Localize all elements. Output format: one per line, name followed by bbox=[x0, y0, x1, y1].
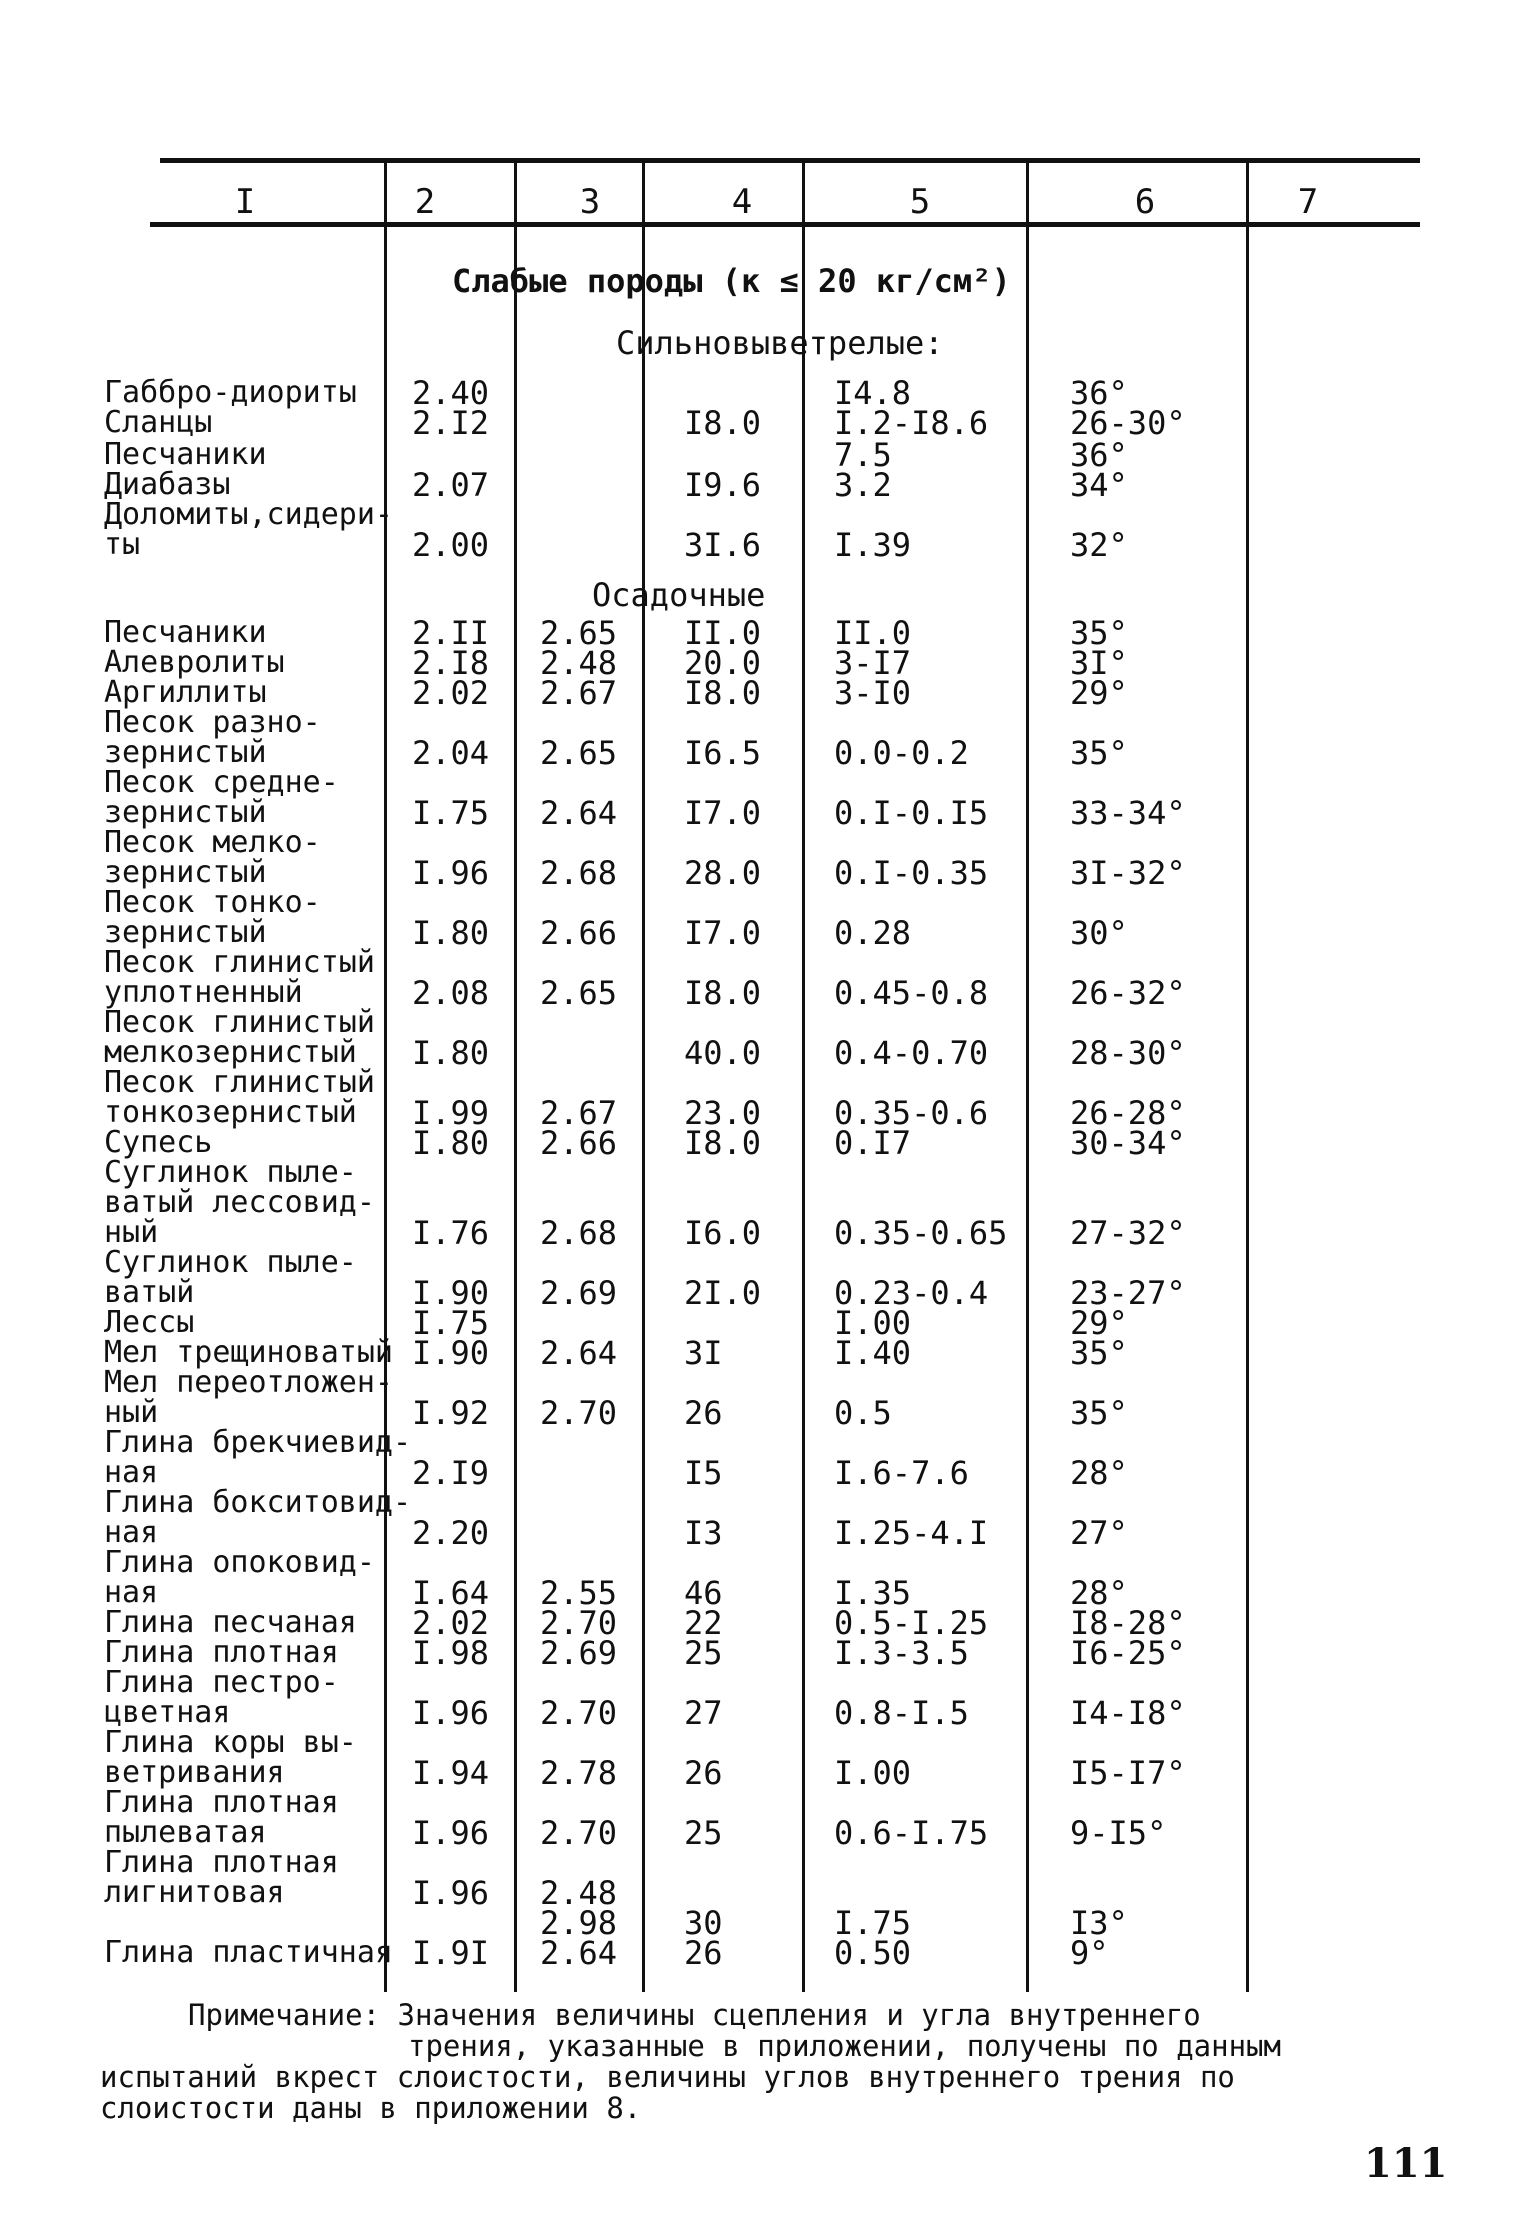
row-label: Глина бокситовид- bbox=[104, 1485, 412, 1520]
section-sedimentary: Осадочные bbox=[592, 576, 766, 614]
row-label: мелкозернистый bbox=[104, 1035, 357, 1070]
cell-c6: 26-30° bbox=[1070, 404, 1186, 442]
cell-c5: II.0 bbox=[834, 614, 912, 652]
row-label: Глина плотная bbox=[104, 1635, 339, 1670]
cell-c2: 2.07 bbox=[412, 466, 490, 504]
note-line-3: испытаний вкрест слоистости, величины углов внутреннего трения по bbox=[100, 2060, 1235, 2094]
cell-c6: 28-30° bbox=[1070, 1034, 1186, 1072]
row-label: ты bbox=[104, 527, 141, 562]
cell-c5: 3-I7 bbox=[834, 644, 912, 682]
row-label: Глина пестро- bbox=[104, 1665, 339, 1700]
cell-c6: 35° bbox=[1070, 1334, 1128, 1372]
cell-c6: 23-27° bbox=[1070, 1274, 1186, 1312]
cell-c4: 28.0 bbox=[684, 854, 762, 892]
cell-c5: 0.5-I.25 bbox=[834, 1604, 989, 1642]
section-weathered: Сильновыветрелые: bbox=[616, 324, 944, 362]
cell-c3: 2.70 bbox=[540, 1394, 618, 1432]
row-label: цветная bbox=[104, 1695, 231, 1730]
row-label: Супесь bbox=[104, 1125, 213, 1160]
column-divider-4 bbox=[802, 160, 805, 1992]
cell-c6: 30° bbox=[1070, 914, 1128, 952]
row-label: Песчаники bbox=[104, 437, 267, 472]
cell-c4: I6.5 bbox=[684, 734, 762, 772]
cell-c3: 2.64 bbox=[540, 794, 618, 832]
cell-c4: 25 bbox=[684, 1814, 723, 1852]
cell-c2: 2.40 bbox=[412, 374, 490, 412]
cell-c3: 2.68 bbox=[540, 854, 618, 892]
cell-c4: I3 bbox=[684, 1514, 723, 1552]
cell-c6: 3I° bbox=[1070, 644, 1128, 682]
cell-c3: 2.66 bbox=[540, 1124, 618, 1162]
row-label: Мел переотложен- bbox=[104, 1365, 393, 1400]
header-col-6: 6 bbox=[1134, 182, 1156, 222]
row-label: Глина плотная bbox=[104, 1845, 339, 1880]
cell-c6: 26-32° bbox=[1070, 974, 1186, 1012]
cell-c5: I.6-7.6 bbox=[834, 1454, 969, 1492]
cell-c3: 2.68 bbox=[540, 1214, 618, 1252]
row-label: лигнитовая bbox=[104, 1875, 285, 1910]
cell-c6: I4-I8° bbox=[1070, 1694, 1186, 1732]
cell-c5: I.00 bbox=[834, 1754, 912, 1792]
cell-c3: 2.69 bbox=[540, 1634, 618, 1672]
cell-c5: 0.6-I.75 bbox=[834, 1814, 989, 1852]
cell-c5: 3.2 bbox=[834, 466, 892, 504]
section-weak-rocks: Слабые породы (к ≤ 20 кг/см²) bbox=[452, 262, 1011, 300]
row-label: зернистый bbox=[104, 795, 267, 830]
cell-c2: I.99 bbox=[412, 1094, 490, 1132]
cell-c4: 22 bbox=[684, 1604, 723, 1642]
table-header-rule bbox=[150, 222, 1420, 227]
cell-c4: 20.0 bbox=[684, 644, 762, 682]
cell-c5: 0.50 bbox=[834, 1934, 912, 1972]
cell-c5: I.00 bbox=[834, 1304, 912, 1342]
row-label: Песок средне- bbox=[104, 765, 339, 800]
cell-c5: 0.8-I.5 bbox=[834, 1694, 969, 1732]
cell-c3: 2.67 bbox=[540, 1094, 618, 1132]
cell-c6: I8-28° bbox=[1070, 1604, 1186, 1642]
row-label: ная bbox=[104, 1455, 159, 1490]
cell-c3: 2.78 bbox=[540, 1754, 618, 1792]
cell-c6: 35° bbox=[1070, 734, 1128, 772]
cell-c4: 2I.0 bbox=[684, 1274, 762, 1312]
cell-c4: 46 bbox=[684, 1574, 723, 1612]
cell-c4: 26 bbox=[684, 1394, 723, 1432]
cell-c2: I.96 bbox=[412, 1874, 490, 1912]
header-col-7: 7 bbox=[1297, 182, 1319, 222]
table-top-rule bbox=[160, 158, 1420, 163]
row-label: Аргиллиты bbox=[104, 675, 267, 710]
cell-c2: I.96 bbox=[412, 1694, 490, 1732]
header-col-1: I bbox=[234, 182, 256, 222]
cell-c6: 33-34° bbox=[1070, 794, 1186, 832]
row-label: зернистый bbox=[104, 915, 267, 950]
note-line-1: Примечание: Значения величины сцепления и угла внутреннего bbox=[188, 1998, 1201, 2032]
cell-c2: 2.04 bbox=[412, 734, 490, 772]
cell-c2: I.75 bbox=[412, 1304, 490, 1342]
cell-c2: 2.02 bbox=[412, 674, 490, 712]
row-label: Песок тонко- bbox=[104, 885, 321, 920]
cell-c2: I.80 bbox=[412, 1124, 490, 1162]
cell-c2: I.90 bbox=[412, 1334, 490, 1372]
cell-c6: 28° bbox=[1070, 1574, 1128, 1612]
cell-c5: 7.5 bbox=[834, 436, 892, 474]
cell-c4: 26 bbox=[684, 1934, 723, 1972]
cell-c6: 35° bbox=[1070, 614, 1128, 652]
cell-c6: 3I-32° bbox=[1070, 854, 1186, 892]
cell-c3: 2.69 bbox=[540, 1274, 618, 1312]
row-label: ватый bbox=[104, 1275, 195, 1310]
header-col-4: 4 bbox=[731, 182, 753, 222]
row-label: Песок глинистый bbox=[104, 945, 375, 980]
cell-c6: 30-34° bbox=[1070, 1124, 1186, 1162]
cell-c2: I.9I bbox=[412, 1934, 490, 1972]
cell-c5: 0.45-0.8 bbox=[834, 974, 989, 1012]
cell-c4: I5 bbox=[684, 1454, 723, 1492]
cell-c2: 2.II bbox=[412, 614, 490, 652]
cell-c5: I.40 bbox=[834, 1334, 912, 1372]
row-label: ный bbox=[104, 1215, 159, 1250]
row-label: Мел трещиноватый bbox=[104, 1335, 393, 1370]
cell-c5: 0.I-0.I5 bbox=[834, 794, 989, 832]
cell-c3: 2.48 bbox=[540, 644, 618, 682]
row-label: зернистый bbox=[104, 735, 267, 770]
cell-c2: I.98 bbox=[412, 1634, 490, 1672]
cell-c4: I7.0 bbox=[684, 794, 762, 832]
cell-c4: I8.0 bbox=[684, 674, 762, 712]
cell-c2: 2.00 bbox=[412, 526, 490, 564]
cell-c2: 2.I9 bbox=[412, 1454, 490, 1492]
cell-c2: 2.08 bbox=[412, 974, 490, 1012]
column-divider-2 bbox=[514, 160, 517, 1992]
cell-c4: I8.0 bbox=[684, 404, 762, 442]
row-label: ный bbox=[104, 1395, 159, 1430]
cell-c2: 2.20 bbox=[412, 1514, 490, 1552]
row-label: ная bbox=[104, 1575, 159, 1610]
cell-c6: 36° bbox=[1070, 374, 1128, 412]
cell-c5: I.25-4.I bbox=[834, 1514, 989, 1552]
cell-c4: II.0 bbox=[684, 614, 762, 652]
row-label: зернистый bbox=[104, 855, 267, 890]
column-divider-6 bbox=[1246, 160, 1249, 1992]
row-label: Песок глинистый bbox=[104, 1005, 375, 1040]
cell-c3: 2.65 bbox=[540, 734, 618, 772]
row-label: Песок глинистый bbox=[104, 1065, 375, 1100]
cell-c6: 29° bbox=[1070, 674, 1128, 712]
row-label: Суглинок пыле- bbox=[104, 1245, 357, 1280]
row-label: пылеватая bbox=[104, 1815, 267, 1850]
cell-c2: I.96 bbox=[412, 1814, 490, 1852]
cell-c4: I8.0 bbox=[684, 974, 762, 1012]
cell-c2: I.80 bbox=[412, 1034, 490, 1072]
cell-c5: I4.8 bbox=[834, 374, 912, 412]
cell-c6: 36° bbox=[1070, 436, 1128, 474]
row-label: Песок разно- bbox=[104, 705, 321, 740]
cell-c4: I7.0 bbox=[684, 914, 762, 952]
row-label: Глина опоковид- bbox=[104, 1545, 375, 1580]
column-divider-5 bbox=[1026, 160, 1029, 1992]
note-line-4: слоистости даны в приложении 8. bbox=[100, 2091, 642, 2125]
cell-c3: 2.55 bbox=[540, 1574, 618, 1612]
row-label: ветривания bbox=[104, 1755, 285, 1790]
cell-c4: 30 bbox=[684, 1904, 723, 1942]
row-label: Диабазы bbox=[104, 467, 231, 502]
cell-c2: I.75 bbox=[412, 794, 490, 832]
cell-c6: 29° bbox=[1070, 1304, 1128, 1342]
row-label: Глина плотная bbox=[104, 1785, 339, 1820]
cell-c5: 0.35-0.6 bbox=[834, 1094, 989, 1132]
cell-c6: 32° bbox=[1070, 526, 1128, 564]
cell-c6: I3° bbox=[1070, 1904, 1128, 1942]
cell-c5: 0.4-0.70 bbox=[834, 1034, 989, 1072]
cell-c6: 26-28° bbox=[1070, 1094, 1186, 1132]
cell-c4: 40.0 bbox=[684, 1034, 762, 1072]
cell-c5: 3-I0 bbox=[834, 674, 912, 712]
cell-c5: I.39 bbox=[834, 526, 912, 564]
cell-c4: I8.0 bbox=[684, 1124, 762, 1162]
cell-c6: I5-I7° bbox=[1070, 1754, 1186, 1792]
cell-c2: I.76 bbox=[412, 1214, 490, 1252]
row-label: Алевролиты bbox=[104, 645, 285, 680]
cell-c2: I.92 bbox=[412, 1394, 490, 1432]
cell-c4: 23.0 bbox=[684, 1094, 762, 1132]
header-col-3: 3 bbox=[579, 182, 601, 222]
cell-c5: I.75 bbox=[834, 1904, 912, 1942]
row-label: Суглинок пыле- bbox=[104, 1155, 357, 1190]
cell-c6: 9° bbox=[1070, 1934, 1109, 1972]
row-label: тонкозернистый bbox=[104, 1095, 357, 1130]
cell-c3: 2.66 bbox=[540, 914, 618, 952]
cell-c2: 2.I8 bbox=[412, 644, 490, 682]
cell-c6: 34° bbox=[1070, 466, 1128, 504]
cell-c2: I.80 bbox=[412, 914, 490, 952]
cell-c3: 2.70 bbox=[540, 1604, 618, 1642]
header-col-2: 2 bbox=[414, 182, 436, 222]
cell-c3: 2.64 bbox=[540, 1334, 618, 1372]
row-label: Глина пластичная bbox=[104, 1935, 393, 1970]
row-label: ная bbox=[104, 1515, 159, 1550]
cell-c3: 2.70 bbox=[540, 1694, 618, 1732]
cell-c3: 2.70 bbox=[540, 1814, 618, 1852]
cell-c3: 2.65 bbox=[540, 974, 618, 1012]
cell-c5: 0.I-0.35 bbox=[834, 854, 989, 892]
cell-c3: 2.48 bbox=[540, 1874, 618, 1912]
cell-c3: 2.67 bbox=[540, 674, 618, 712]
cell-c3: 2.65 bbox=[540, 614, 618, 652]
cell-c3: 2.64 bbox=[540, 1934, 618, 1972]
page-number: 111 bbox=[1364, 2140, 1448, 2187]
row-label: Глина коры вы- bbox=[104, 1725, 357, 1760]
cell-c6: 27° bbox=[1070, 1514, 1128, 1552]
header-col-5: 5 bbox=[909, 182, 931, 222]
cell-c5: I.2-I8.6 bbox=[834, 404, 989, 442]
cell-c2: I.64 bbox=[412, 1574, 490, 1612]
cell-c5: 0.I7 bbox=[834, 1124, 912, 1162]
row-label: Глина брекчиевид- bbox=[104, 1425, 412, 1460]
column-divider-3 bbox=[642, 160, 645, 1992]
row-label: Сланцы bbox=[104, 405, 213, 440]
cell-c6: 9-I5° bbox=[1070, 1814, 1167, 1852]
cell-c6: 27-32° bbox=[1070, 1214, 1186, 1252]
cell-c5: 0.35-0.65 bbox=[834, 1214, 1008, 1252]
cell-c2: 2.02 bbox=[412, 1604, 490, 1642]
cell-c5: 0.28 bbox=[834, 914, 912, 952]
cell-c4: I6.0 bbox=[684, 1214, 762, 1252]
cell-c5: 0.5 bbox=[834, 1394, 892, 1432]
row-label: Лессы bbox=[104, 1305, 195, 1340]
row-label: Габбро-диориты bbox=[104, 375, 357, 410]
cell-c5: I.3-3.5 bbox=[834, 1634, 969, 1672]
cell-c2: 2.I2 bbox=[412, 404, 490, 442]
cell-c4: 27 bbox=[684, 1694, 723, 1732]
cell-c4: 3I bbox=[684, 1334, 723, 1372]
row-label: Глина песчаная bbox=[104, 1605, 357, 1640]
cell-c6: I6-25° bbox=[1070, 1634, 1186, 1672]
cell-c4: 26 bbox=[684, 1754, 723, 1792]
cell-c4: I9.6 bbox=[684, 466, 762, 504]
cell-c2: I.90 bbox=[412, 1274, 490, 1312]
cell-c6: 35° bbox=[1070, 1394, 1128, 1432]
cell-c2: I.96 bbox=[412, 854, 490, 892]
note-line-2: трения, указанные в приложении, получены по данным bbox=[408, 2029, 1281, 2063]
row-label: уплотненный bbox=[104, 975, 303, 1010]
cell-c6: 28° bbox=[1070, 1454, 1128, 1492]
cell-c5: 0.23-0.4 bbox=[834, 1274, 989, 1312]
row-label: Песок мелко- bbox=[104, 825, 321, 860]
row-label: Песчаники bbox=[104, 615, 267, 650]
cell-c4: 25 bbox=[684, 1634, 723, 1672]
cell-c2: I.94 bbox=[412, 1754, 490, 1792]
row-label: Доломиты,сидери- bbox=[104, 497, 393, 532]
cell-c5: 0.0-0.2 bbox=[834, 734, 969, 772]
cell-c3: 2.98 bbox=[540, 1904, 618, 1942]
cell-c5: I.35 bbox=[834, 1574, 912, 1612]
cell-c4: 3I.6 bbox=[684, 526, 762, 564]
row-label: ватый лессовид- bbox=[104, 1185, 375, 1220]
